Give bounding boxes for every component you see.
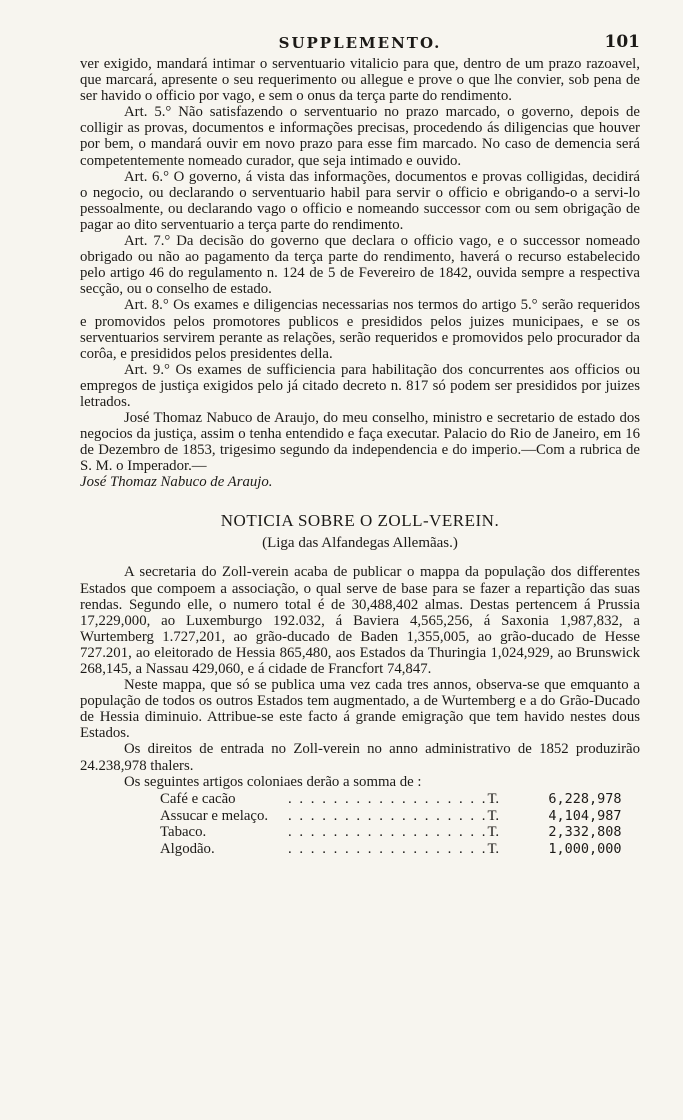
table-row <box>160 841 621 858</box>
goods-amount: 4,104,987 <box>548 807 622 824</box>
table-row <box>160 824 621 841</box>
leader-dots: . . . . . . . . . . . . . . . . . . <box>288 824 488 841</box>
goods-item: Tabaco. <box>160 824 207 841</box>
leader-dots: . . . . . . . . . . . . . . . . . . <box>288 841 488 858</box>
notice-paragraph-colonial: Os seguintes artigos coloniaes derão a somma de : <box>124 773 422 790</box>
book-page <box>80 30 640 858</box>
notice-paragraph-duties: Os direitos de entrada no Zoll-verein no anno administrativo de 1852 produzirão 24.238,978 thalers. <box>80 741 640 774</box>
decree-article-8: Art. 8.° Os exames e diligencias necessarias nos termos do artigo 5.° serão requeridos e promovidos pelos promotores publicos e presididos pelos juizes municipaes, e se os serventuarios servirem perante as relações, serão requeridos e promovidos pelo procurador da corôa, e presididos pelos presidentes della. <box>80 297 640 362</box>
decree-article-6: Art. 6.° O governo, á vista das informações, documentos e provas colligidas, decidirá o negocio, ou declarando o serventuario habil para servir o officio e obrigando-o a servi-lo pessoalmente, ou declarando vago o officio e nomeando successor com ou sem obrigação de pagar ao dito serventuario a terça parte do rendimento. <box>80 168 640 233</box>
decree-article-7: Art. 7.° Da decisão do governo que declara o officio vago, e o successor nomeado obrigado ou não ao pagamento da terça parte do rendimento, haverá o recurso estabelecido pelo artigo 46 do regulamento n. 124 de 5 de Fevereiro de 1842, ouvida sempre a respectiva secção, ou o conselho de estado. <box>80 233 640 298</box>
goods-item: Café e cacão <box>160 790 236 807</box>
goods-item: Algodão. <box>160 841 215 858</box>
goods-amount: 2,332,808 <box>548 824 622 841</box>
leader-dots: . . . . . . . . . . . . . . . . . . <box>288 790 488 807</box>
goods-amount: 1,000,000 <box>548 841 622 858</box>
decree-signature: José Thomaz Nabuco de Araujo. <box>80 474 273 491</box>
zoll-verein-notice <box>80 511 640 858</box>
table-row <box>160 808 621 825</box>
goods-amount: 6,228,978 <box>548 790 622 807</box>
notice-paragraph-emigration: Neste mappa, que só se publica uma vez cada tres annos, observa-se que emquanto a população de todos os outros Estados tem augmentado, a de Wurtemberg e a do Grão-Ducado de Hessia diminuio. Attribue-se este facto á grande emigração que tem havido nestes dous Estados. <box>80 677 640 742</box>
decree-article-9: Art. 9.° Os exames de sufficiencia para habilitação dos concurrentes aos officios ou empregos de justiça exigidos pelo já citado decreto n. 817 só podem ser presididos por juizes letrados. <box>80 361 640 410</box>
decree-text <box>80 56 640 491</box>
decree-paragraph-continued: ver exigido, mandará intimar o serventuario vitalicio para que, dentro de um prazo razoavel, que marcará, apresente o seu requerimento ou allegue e prove o que lhe convier, sob pena de ser havido o officio por vago, e sem o onus da terça parte do rendimento. <box>80 56 640 105</box>
notice-title: NOTICIA SOBRE O ZOLL-VEREIN. <box>220 511 500 531</box>
colonial-goods-table <box>160 791 621 858</box>
decree-article-5: Art. 5.° Não satisfazendo o serventuario no prazo marcado, o governo, depois de colligir as provas, documentos e informações precisas, procedendo ás diligencias que houver por bem, o mandará ouvir em novo prazo para esse fim marcado. No caso de demencia será competentemente nomeado curador, que seja intimado e ouvido. <box>80 104 640 169</box>
goods-item: Assucar e melaço. <box>160 807 269 824</box>
running-title: SUPPLEMENTO. <box>278 34 442 52</box>
notice-paragraph-population: A secretaria do Zoll-verein acaba de publicar o mappa da população dos differentes Estados que compoem a associação, o qual serve de base para se fazer a repartição das suas rendas. Segundo elle, o numero total é de 30,488,402 almas. Destas pertencem á Prussia 17,229,000, ao Luxemburgo 192.032, á Baviera 4,565,256, á Saxonia 1,987,832, a Wurtemberg 1.727,201, ao grão-ducado de Baden 1,355,005, ao grão-ducado de Hesse 727.201, ao eleitorado de Hessia 865,480, aos Estados da Thuringia 1,024,929, ao Brunswick 268,145, a Nassau 429,060, e á cidade de Francfort 74,847. <box>80 564 640 677</box>
goods-currency: T. <box>487 807 500 824</box>
goods-currency: T. <box>487 841 500 858</box>
notice-subtitle: (Liga das Alfandegas Allemãas.) <box>262 535 458 552</box>
page-header <box>80 30 640 56</box>
leader-dots: . . . . . . . . . . . . . . . . . . <box>288 807 488 824</box>
goods-currency: T. <box>487 790 500 807</box>
table-row <box>160 791 621 808</box>
decree-closing: José Thomaz Nabuco de Araujo, do meu conselho, ministro e secretario de estado dos negocios da justiça, assim o tenha entendido e faça executar. Palacio do Rio de Janeiro, em 16 de Dezembro de 1853, trigesimo segundo da independencia e do imperio.—Com a rubrica de S. M. o Imperador.— <box>80 410 640 475</box>
page-number: 101 <box>604 32 640 52</box>
goods-currency: T. <box>487 824 500 841</box>
